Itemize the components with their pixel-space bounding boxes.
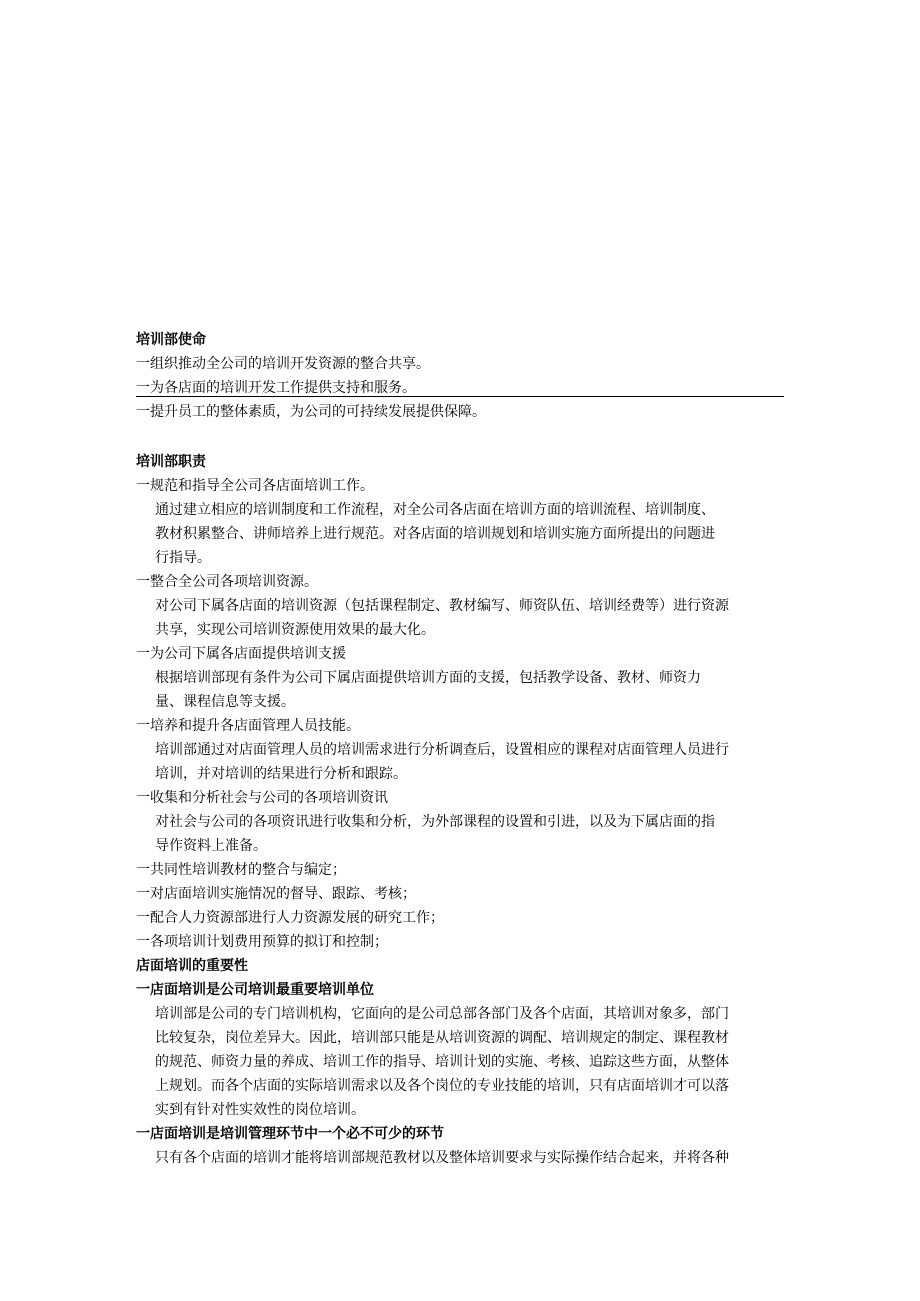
importance-point-text: 培训部是公司的专门培训机构，它面向的是公司总部各部门及各个店面，其培训对象多，部门 <box>155 1006 729 1022</box>
duty-item-text: 量、课程信息等支援。 <box>155 694 295 710</box>
duty-item-text: 对社会与公司的各项资讯进行收集和分析，为外部课程的设置和引进，以及为下属店面的指 <box>155 814 715 830</box>
duty-item-head: 一规范和指导全公司各店面培训工作。 <box>136 478 374 494</box>
importance-point-text: 的规范、师资力量的养成、培训工作的指导、培训计划的实施、考核、追踪这些方面，从整体 <box>155 1054 729 1070</box>
duty-item-head: 一培养和提升各店面管理人员技能。 <box>136 718 360 734</box>
importance-point-head: 一店面培训是培训管理环节中一个必不可少的环节 <box>136 1126 444 1142</box>
duty-item-text: 行指导。 <box>155 550 211 566</box>
duty-item-head: 一整合全公司各项培训资源。 <box>136 574 318 590</box>
mission-item: 一提升员工的整体素质，为公司的可持续发展提供保障。 <box>136 404 486 420</box>
duty-item-text: 根据培训部现有条件为公司下属店面提供培训方面的支援，包括教学设备、教材、师资力 <box>155 670 701 686</box>
importance-point-text: 上规划。而各个店面的实际培训需求以及各个岗位的专业技能的培训，只有店面培训才可以落 <box>155 1078 729 1094</box>
duty-item-text: 培训部通过对店面管理人员的培训需求进行分析调查后，设置相应的课程对店面管理人员进行 <box>155 742 729 758</box>
mission-heading: 培训部使命 <box>136 332 206 348</box>
duty-item-head: 一收集和分析社会与公司的各项培训资讯 <box>136 790 388 806</box>
duty-extra-item: 一共同性培训教材的整合与编定； <box>136 862 346 878</box>
divider-line <box>136 396 784 397</box>
importance-point-text: 实到有针对性实效性的岗位培训。 <box>155 1102 365 1118</box>
duty-extra-item: 一各项培训计划费用预算的拟订和控制； <box>136 934 388 950</box>
duty-item-text: 对公司下属各店面的培训资源（包括课程制定、教材编写、师资队伍、培训经费等）进行资源 <box>155 598 729 614</box>
duty-extra-item: 一对店面培训实施情况的督导、跟踪、考核； <box>136 886 416 902</box>
importance-point-text: 只有各个店面的培训才能将培训部规范教材以及整体培训要求与实际操作结合起来，并将各种 <box>155 1150 729 1166</box>
duty-item-text: 教材积累整合、讲师培养上进行规范。对各店面的培训规划和培训实施方面所提出的问题进 <box>155 526 715 542</box>
duty-item-text: 共享，实现公司培训资源使用效果的最大化。 <box>155 622 435 638</box>
mission-item: 一为各店面的培训开发工作提供支持和服务。 <box>136 380 416 396</box>
duty-item-text: 通过建立相应的培训制度和工作流程，对全公司各店面在培训方面的培训流程、培训制度、 <box>155 502 715 518</box>
duties-heading: 培训部职责 <box>136 454 206 470</box>
mission-item: 一组织推动全公司的培训开发资源的整合共享。 <box>136 356 430 372</box>
importance-heading: 店面培训的重要性 <box>136 958 248 974</box>
duty-extra-item: 一配合人力资源部进行人力资源发展的研究工作； <box>136 910 444 926</box>
duty-item-text: 培训，并对培训的结果进行分析和跟踪。 <box>155 766 407 782</box>
duty-item-text: 导作资料上准备。 <box>155 838 267 854</box>
importance-point-head: 一店面培训是公司培训最重要培训单位 <box>136 982 374 998</box>
duty-item-head: 一为公司下属各店面提供培训支援 <box>136 646 346 662</box>
importance-point-text: 比较复杂，岗位差异大。因此，培训部只能是从培训资源的调配、培训规定的制定、课程教材 <box>155 1030 729 1046</box>
